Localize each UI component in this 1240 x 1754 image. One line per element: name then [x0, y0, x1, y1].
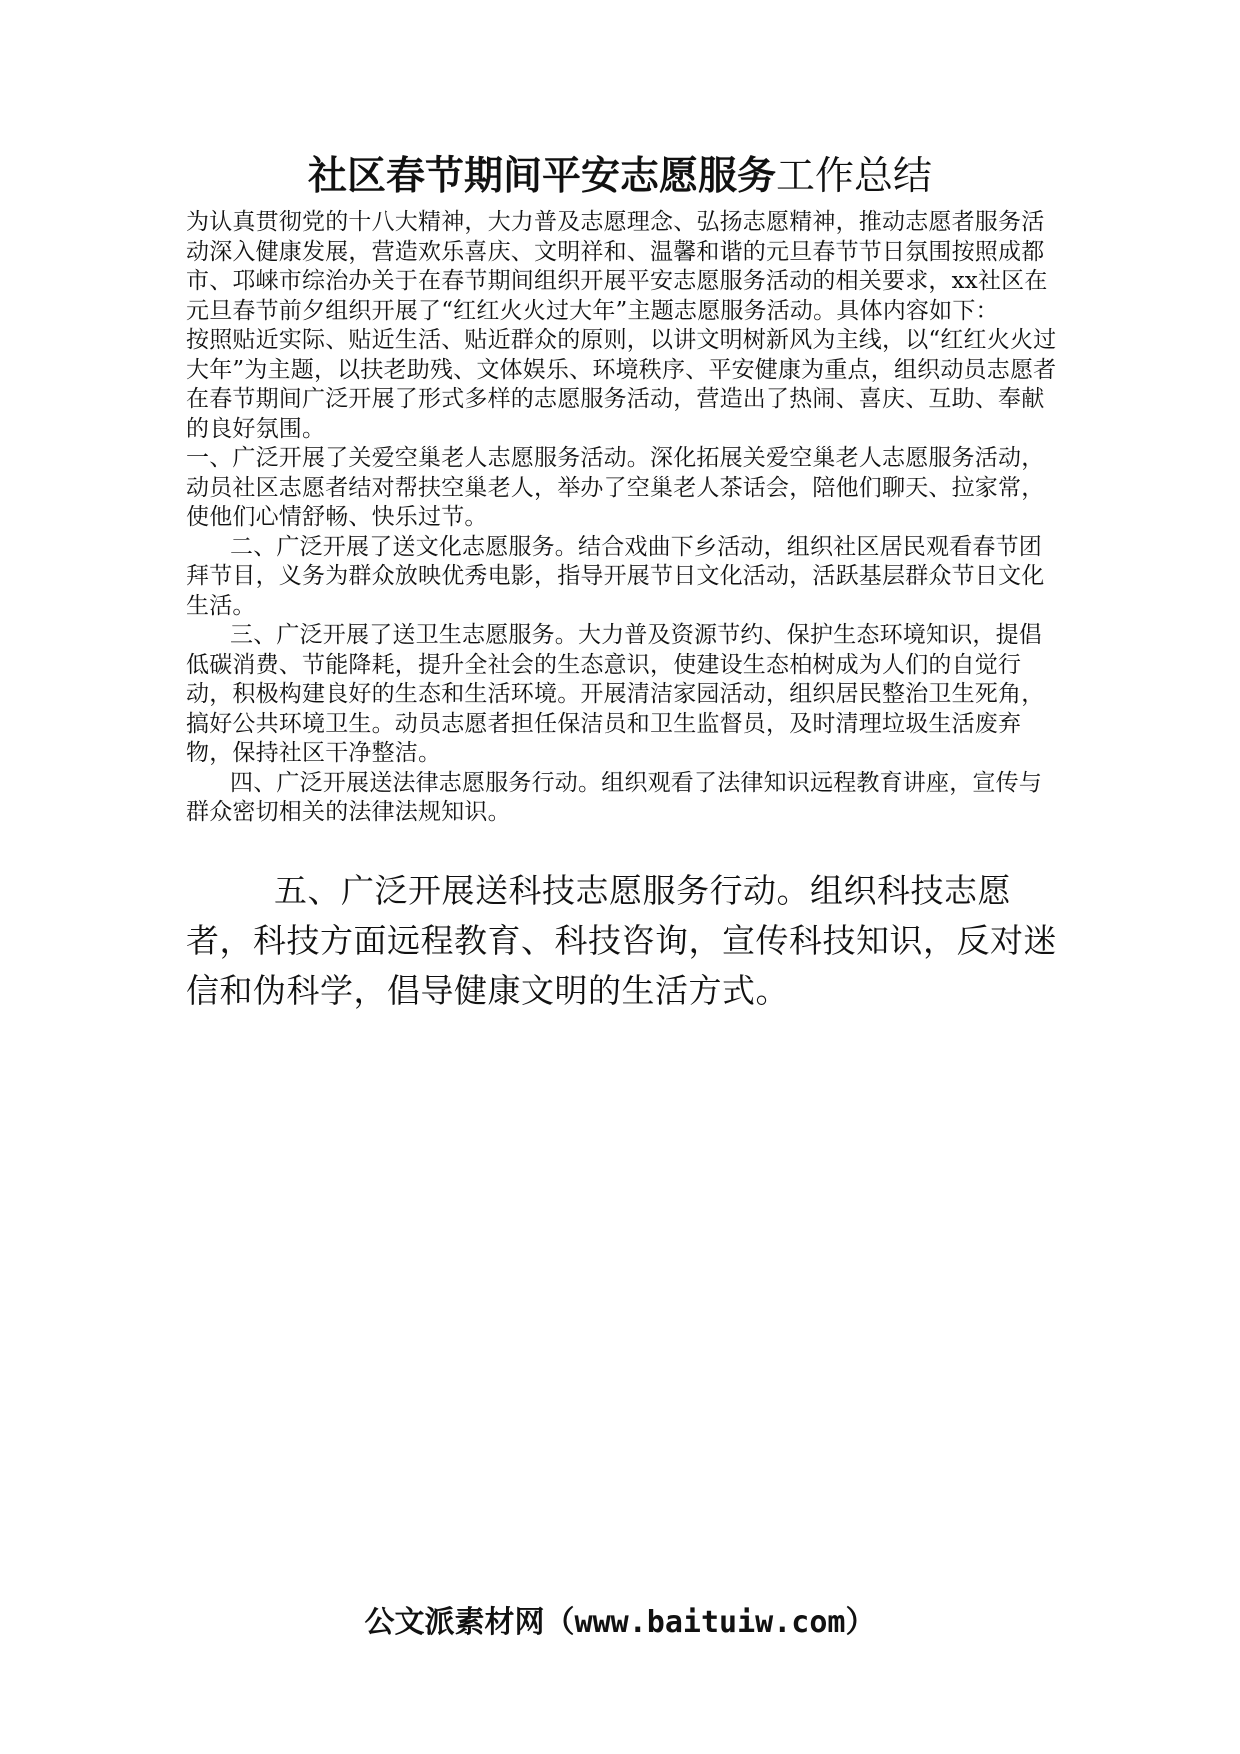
- document-body: [186, 208, 1062, 828]
- paragraph-item-1: 一、广泛开展了关爱空巢老人志愿服务活动。深化拓展关爱空巢老人志愿服务活动，动员社区志愿者结对帮扶空巢老人，举办了空巢老人茶话会，陪他们聊天、拉家常，使他们心情舒畅、快乐过节。: [186, 445, 1045, 530]
- footer-watermark: 公文派素材网（www.baituiw.com）: [364, 1605, 876, 1640]
- paragraph-item-2: 二、广泛开展了送文化志愿服务。结合戏曲下乡活动，组织社区居民观看春节团拜节目，义务为群众放映优秀电影，指导开展节日文化活动，活跃基层群众节日文化生活。: [186, 533, 1045, 619]
- paragraph-item-5: 五、广泛开展送科技志愿服务行动。组织科技志愿者，科技方面远程教育、科技咨询，宣传科技知识，反对迷信和伪科学，倡导健康文明的生活方式。: [186, 871, 1057, 1010]
- document-title: [0, 148, 1240, 205]
- title-main: 社区春节期间平安志愿服务: [307, 153, 776, 199]
- paragraph-item-4: 四、广泛开展送法律志愿服务行动。组织观看了法律知识远程教育讲座，宣传与群众密切相关的法律法规知识。: [186, 769, 1042, 825]
- title-suffix: 工作总结: [776, 154, 933, 199]
- large-text-block: [186, 866, 1076, 1016]
- paragraph-intro: 为认真贯彻党的十八大精神，大力普及志愿理念、弘扬志愿精神，推动志愿者服务活动深入健康发展，营造欢乐喜庆、文明祥和、温馨和谐的元旦春节节日氛围按照成都市、邛崃市综治办关于在春节期间组织开展平安志愿服务活动的相关要求，xx社区在元旦春节前夕组织开展了“红红火火过大年”主题志愿服务活动。具体内容如下：: [186, 209, 1048, 324]
- paragraph-item-3: 三、广泛开展了送卫生志愿服务。大力普及资源节约、保护生态环境知识，提倡低碳消费、节能降耗，提升全社会的生态意识，使建设生态柏树成为人们的自觉行动，积极构建良好的生态和生活环境。开展清洁家园活动，组织居民整治卫生死角，搞好公共环境卫生。动员志愿者担任保洁员和卫生监督员，及时清理垃圾生活废弃物，保持社区干净整洁。: [186, 622, 1045, 766]
- paragraph-principle: 按照贴近实际、贴近生活、贴近群众的原则，以讲文明树新风为主线，以“红红火火过大年”为主题，以扶老助残、文体娱乐、环境秩序、平安健康为重点，组织动员志愿者在春节期间广泛开展了形式多样的志愿服务活动，营造出了热闹、喜庆、互助、奉献的良好氛围。: [186, 327, 1057, 442]
